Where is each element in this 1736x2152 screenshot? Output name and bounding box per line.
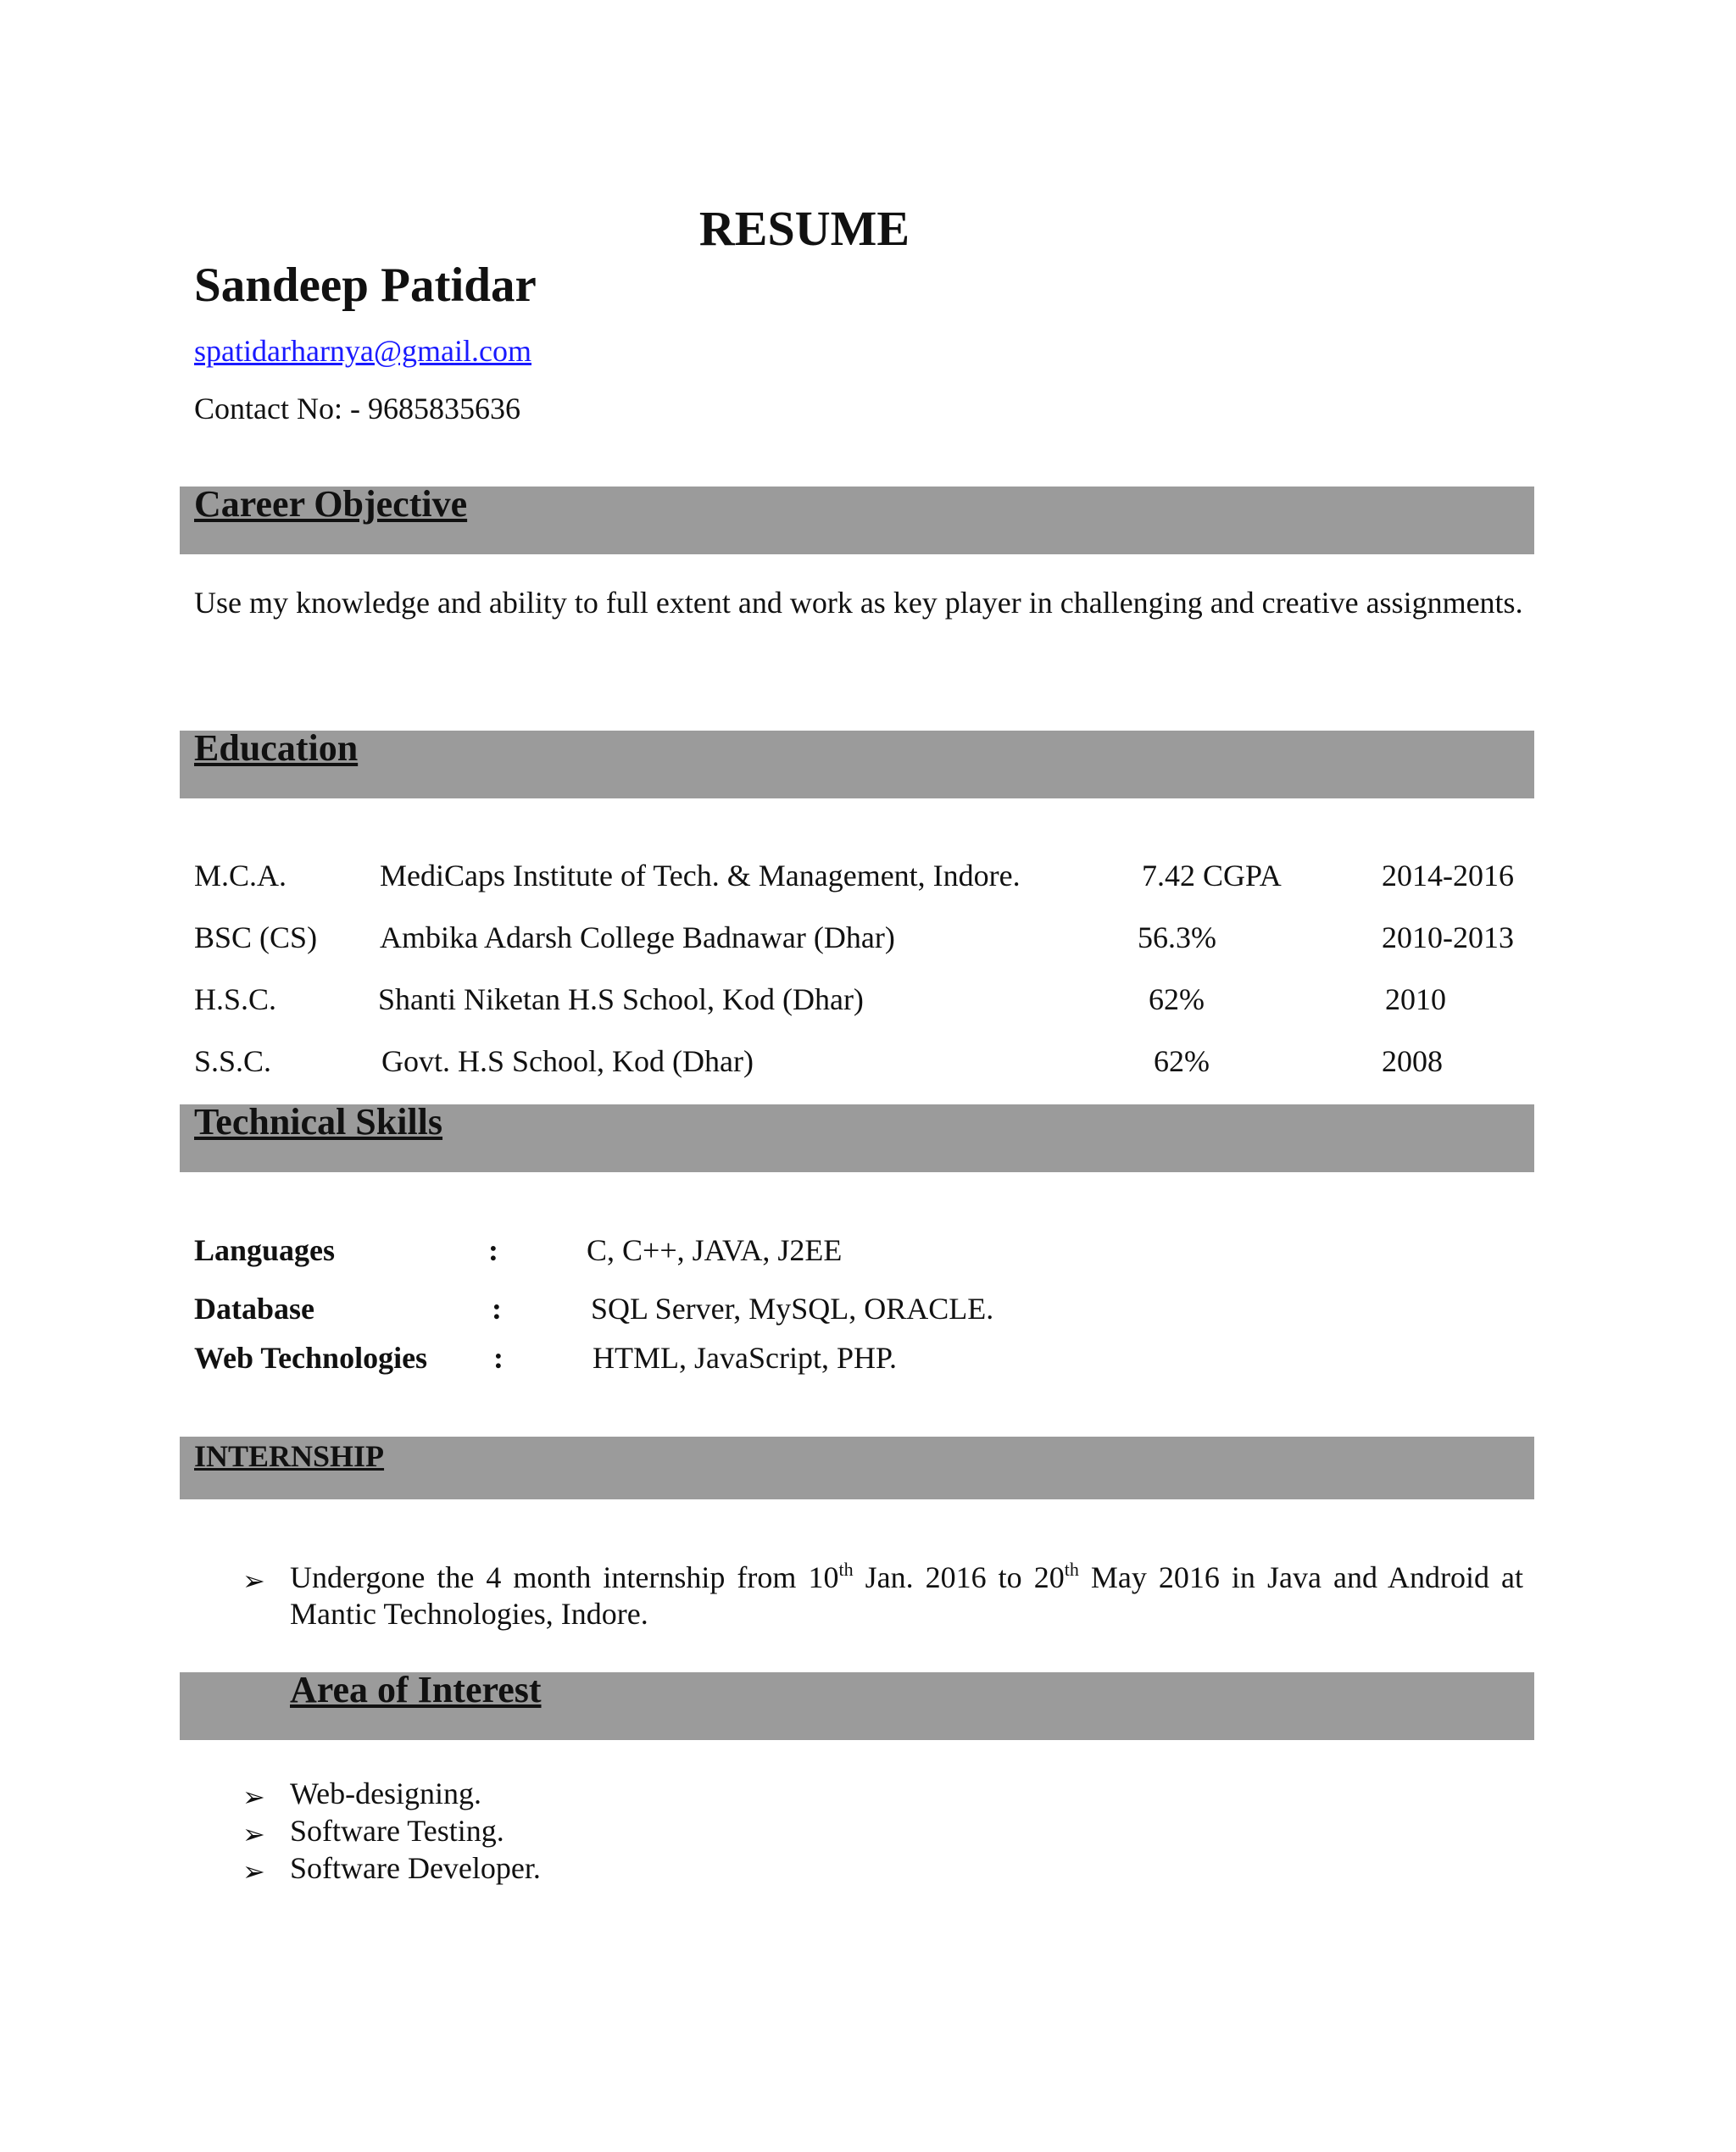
resume-title: RESUME	[698, 201, 910, 256]
internship-heading: INTERNSHIP	[194, 1439, 385, 1473]
ordinal-suffix: th	[838, 1559, 854, 1580]
education-year: 2014-2016	[1382, 859, 1514, 892]
skill-label: Languages	[194, 1233, 336, 1267]
education-institute: Shanti Niketan H.S School, Kod (Dhar)	[378, 982, 864, 1016]
arrow-bullet-icon: ➢	[242, 1565, 265, 1597]
education-institute: MediCaps Institute of Tech. & Management, Indore.	[380, 859, 1021, 892]
internship-text	[290, 1560, 1523, 1632]
skill-separator: :	[493, 1341, 504, 1375]
interest-item: Software Testing.	[290, 1814, 504, 1848]
education-score: 62%	[1154, 1044, 1210, 1078]
skill-label: Web Technologies	[194, 1341, 428, 1375]
skill-label: Database	[194, 1292, 314, 1326]
arrow-bullet-icon: ➢	[242, 1818, 265, 1850]
education-heading: Education	[194, 727, 359, 769]
education-institute: Ambika Adarsh College Badnawar (Dhar)	[380, 920, 895, 954]
interest-item: Web-designing.	[290, 1777, 482, 1810]
education-degree: S.S.C.	[194, 1044, 272, 1078]
education-degree: H.S.C.	[194, 982, 277, 1016]
area-of-interest-heading: Area of Interest	[290, 1669, 542, 1710]
email-link[interactable]: spatidarharnya@gmail.com	[194, 334, 532, 368]
education-year: 2010-2013	[1382, 920, 1514, 954]
career-objective-text: Use my knowledge and ability to full extent and work as key player in challenging and creative assignments.	[194, 586, 1523, 620]
arrow-bullet-icon: ➢	[242, 1855, 265, 1888]
interest-item: Software Developer.	[290, 1851, 541, 1885]
technical-skills-heading: Technical Skills	[194, 1101, 443, 1143]
skill-value: C, C++, JAVA, J2EE	[587, 1233, 843, 1267]
education-bar	[180, 731, 1534, 798]
career-objective-heading: Career Objective	[194, 483, 468, 525]
education-institute: Govt. H.S School, Kod (Dhar)	[381, 1044, 754, 1078]
internship-text-part: Jan. 2016 to 20	[853, 1560, 1065, 1594]
education-degree: M.C.A.	[194, 859, 287, 892]
education-year: 2008	[1382, 1044, 1443, 1078]
ordinal-suffix: th	[1064, 1559, 1079, 1580]
education-score: 56.3%	[1138, 920, 1216, 954]
skill-separator: :	[488, 1233, 498, 1267]
skill-value: SQL Server, MySQL, ORACLE.	[591, 1292, 994, 1326]
candidate-name: Sandeep Patidar	[194, 259, 537, 312]
internship-text-part: May 2016 in Java and Android at Mantic Technologies, Indore.	[290, 1560, 1523, 1631]
education-degree: BSC (CS)	[194, 920, 318, 954]
internship-text-part: Undergone the 4 month internship from 10	[290, 1560, 839, 1594]
skill-separator: :	[492, 1292, 502, 1326]
education-score: 62%	[1149, 982, 1205, 1016]
skill-value: HTML, JavaScript, PHP.	[593, 1341, 897, 1375]
education-year: 2010	[1385, 982, 1446, 1016]
education-score: 7.42 CGPA	[1142, 859, 1282, 892]
contact-number: Contact No: - 9685835636	[194, 392, 520, 425]
arrow-bullet-icon: ➢	[242, 1781, 265, 1813]
